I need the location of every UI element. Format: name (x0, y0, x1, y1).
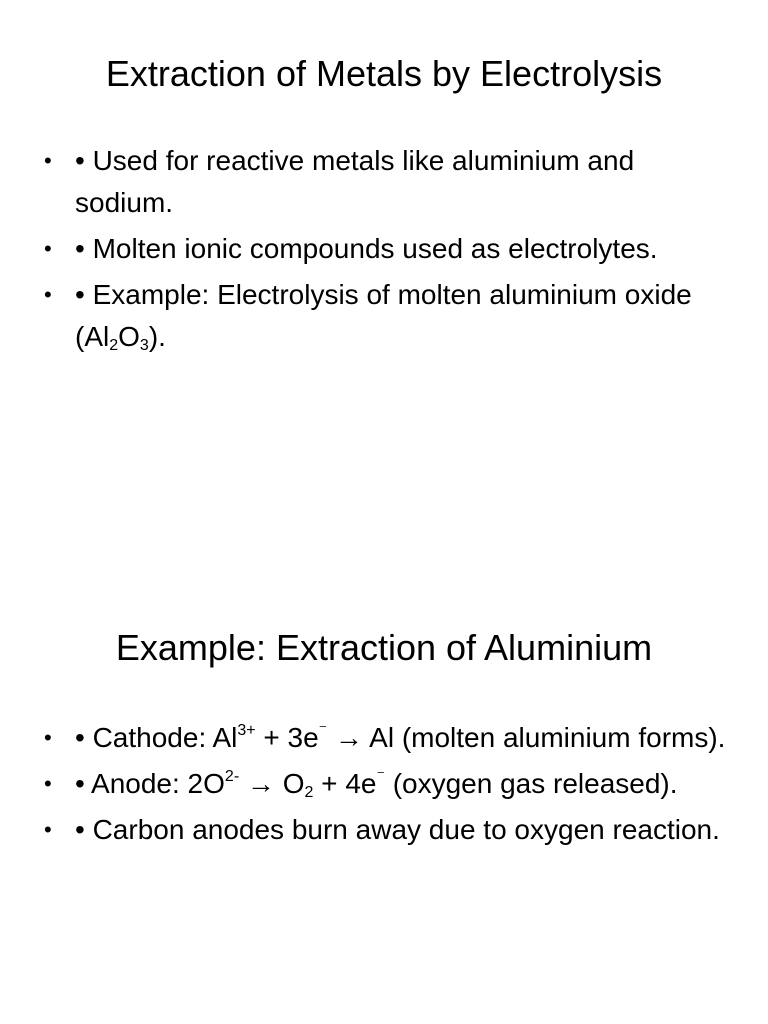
bullet-text: + 3e (255, 722, 319, 753)
bullet-text: → Al (molten aluminium forms). (327, 722, 726, 753)
slide-2 (0, 576, 768, 1024)
subscript: 3 (139, 337, 149, 354)
bullet-marker-icon: • (44, 725, 52, 750)
bullet-item (40, 717, 730, 759)
bullet-text: • Anode: 2O (75, 768, 225, 799)
superscript: 3+ (237, 722, 256, 739)
bullet-marker-icon: • (44, 771, 52, 796)
bullet-item (40, 809, 730, 851)
bullet-item (40, 274, 730, 358)
bullet-text: • Used for reactive metals like aluminium and sodium. (75, 145, 635, 218)
bullet-text: + 4e (313, 768, 377, 799)
bullet-item (40, 763, 730, 805)
bullet-text: • Example: Electrolysis of molten aluminium oxide (Al (75, 279, 692, 352)
superscript: ⁻ (318, 722, 328, 739)
bullet-marker-icon: • (44, 148, 52, 173)
subscript: 2 (109, 337, 119, 354)
superscript: ⁻ (376, 768, 385, 785)
bullet-text: (oxygen gas released). (384, 768, 678, 799)
bullet-text: → O (239, 768, 305, 799)
bullet-item (40, 228, 730, 270)
bullet-text: • Cathode: Al (75, 722, 238, 753)
subscript: 2 (304, 784, 314, 801)
bullet-marker-icon: • (44, 282, 52, 307)
bullet-marker-icon: • (44, 236, 52, 261)
bullet-text: • Carbon anodes burn away due to oxygen reaction. (75, 814, 720, 845)
slide-title: Example: Extraction of Aluminium (115, 627, 653, 668)
bullet-text: ). (148, 321, 166, 352)
slide-title: Extraction of Metals by Electrolysis (105, 53, 663, 94)
bullet-item (40, 140, 730, 224)
bullet-marker-icon: • (44, 817, 52, 842)
bullet-text: O (118, 321, 140, 352)
bullet-list (40, 140, 730, 362)
bullet-text: • Molten ionic compounds used as electrolytes. (75, 233, 658, 264)
bullet-list (40, 717, 730, 855)
superscript: 2- (224, 768, 240, 785)
